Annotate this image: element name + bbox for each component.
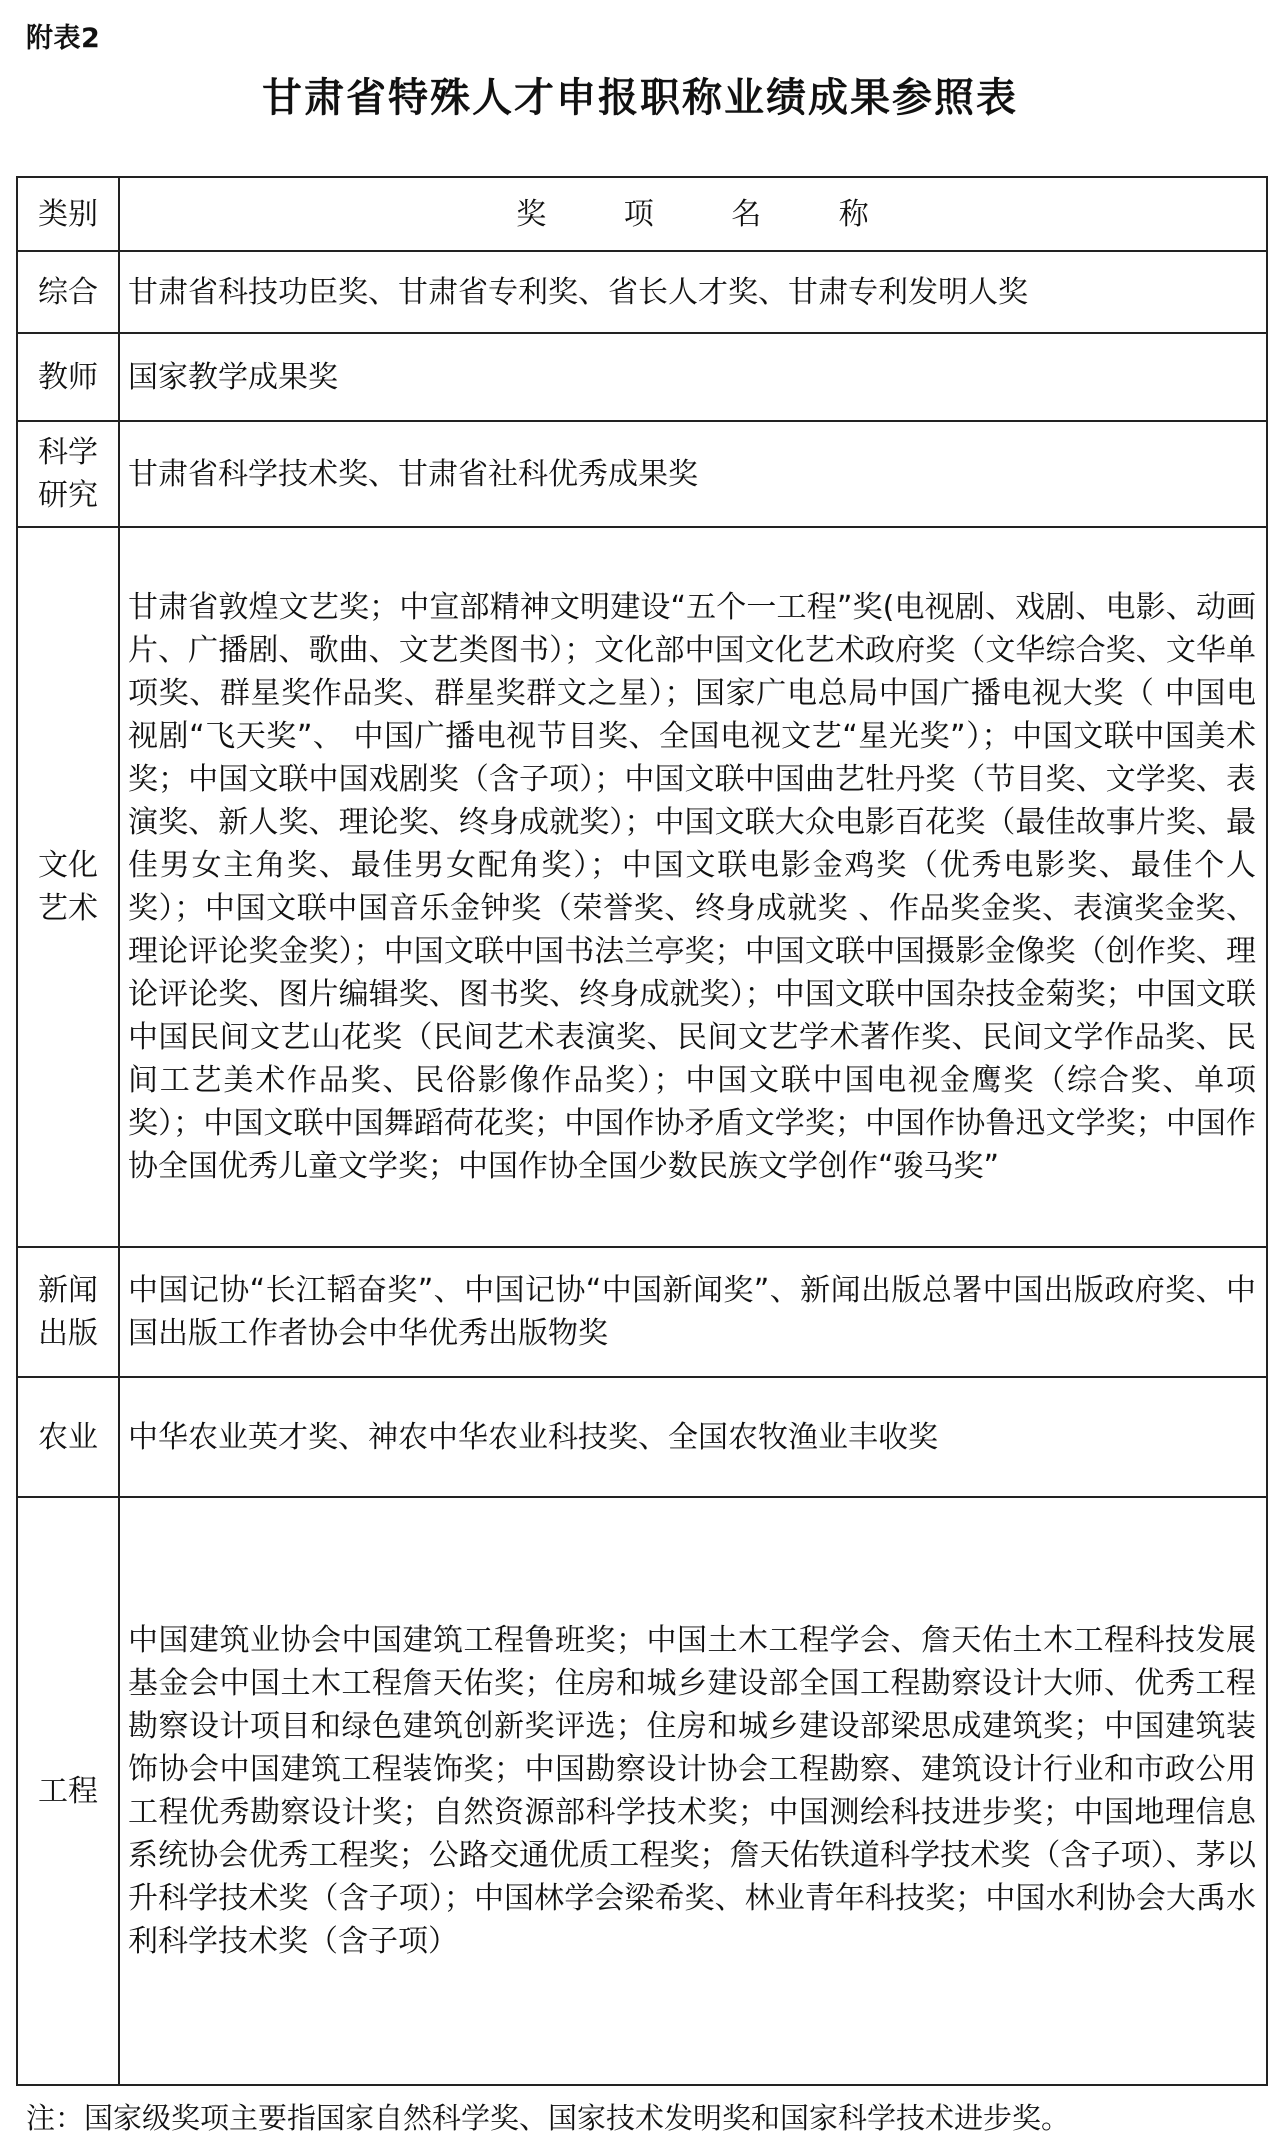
category-line: 工程 — [38, 1773, 98, 1809]
table-row — [17, 1497, 1267, 2085]
row-category — [17, 421, 119, 527]
category-line: 文化 — [38, 848, 98, 883]
attachment-label: 附表2 — [26, 23, 101, 54]
table-row — [17, 1247, 1267, 1377]
row-awards: 国家教学成果奖 — [119, 333, 1267, 421]
table-row — [17, 333, 1267, 421]
category-line: 农业 — [38, 1419, 98, 1455]
row-awards: 甘肃省敦煌文艺奖；中宣部精神文明建设“五个一工程”奖(电视剧、戏剧、电影、动画片、广播剧、歌曲、文艺类图书）；文化部中国文化艺术政府奖（文华综合奖、文华单项奖、群星奖作品奖、群星奖群文之星）；国家广电总局中国广播电视大奖（ 中国电视剧“飞天奖”、 中国广播电视节目奖、全国电视文艺“星光奖”）；中国文联中国美术奖；中国文联中国戏剧奖（含子项）；中国文联中国曲艺牡丹奖（节目奖、文学奖、表演奖、新人奖、理论奖、终身成就奖）；中国文联大众电影百花奖（最佳故事片奖、最佳男女主角奖、最佳男女配角奖）；中国文联电影金鸡奖（优秀电影奖、最佳个人奖）；中国文联中国音乐金钟奖（荣誉奖、终身成就奖 、作品奖金奖、表演奖金奖、理论评论奖金奖）；中国文联中国书法兰亭奖；中国文联中国摄影金像奖（创作奖、理论评论奖、图片编辑奖、图书奖、终身成就奖）；中国文联中国杂技金菊奖；中国文联中国民间文艺山花奖（民间艺术表演奖、民间文艺学术著作奖、民间文学作品奖、民间工艺美术作品奖、民俗影像作品奖）；中国文联中国电视金鹰奖（综合奖、单项奖）；中国文联中国舞蹈荷花奖；中国作协矛盾文学奖；中国作协鲁迅文学奖；中国作协全国优秀儿童文学奖；中国作协全国少数民族文学创作“骏马奖” — [119, 527, 1267, 1247]
row-awards: 中国建筑业协会中国建筑工程鲁班奖；中国土木工程学会、詹天佑土木工程科技发展基金会中国土木工程詹天佑奖；住房和城乡建设部全国工程勘察设计大师、优秀工程勘察设计项目和绿色建筑创新奖评选；住房和城乡建设部梁思成建筑奖；中国建筑装饰协会中国建筑工程装饰奖；中国勘察设计协会工程勘察、建筑设计行业和市政公用工程优秀勘察设计奖；自然资源部科学技术奖；中国测绘科技进步奖；中国地理信息系统协会优秀工程奖；公路交通优质工程奖；詹天佑铁道科学技术奖（含子项）、茅以升科学技术奖（含子项）；中国林学会梁希奖、林业青年科技奖；中国水利协会大禹水利科学技术奖（含子项） — [119, 1497, 1267, 2085]
row-category — [17, 251, 119, 333]
row-awards: 甘肃省科技功臣奖、甘肃省专利奖、省长人才奖、甘肃专利发明人奖 — [119, 251, 1267, 333]
category-line: 新闻 — [38, 1273, 98, 1308]
category-line: 艺术 — [38, 891, 98, 926]
row-category — [17, 527, 119, 1247]
category-line: 研究 — [38, 478, 98, 513]
awards-table — [16, 176, 1268, 2086]
header-category: 类别 — [17, 177, 119, 251]
table-row — [17, 251, 1267, 333]
category-line: 科学 — [38, 435, 98, 470]
row-category — [17, 333, 119, 421]
row-awards: 甘肃省科学技术奖、甘肃省社科优秀成果奖 — [119, 421, 1267, 527]
row-awards: 中国记协“长江韬奋奖”、中国记协“中国新闻奖”、新闻出版总署中国出版政府奖、中国出版工作者协会中华优秀出版物奖 — [119, 1247, 1267, 1377]
header-award-name: 奖 项 名 称 — [119, 177, 1267, 251]
row-category — [17, 1247, 119, 1377]
category-line: 出版 — [38, 1316, 98, 1351]
table-row — [17, 1377, 1267, 1497]
row-category — [17, 1497, 119, 2085]
footnote: 注：国家级奖项主要指国家自然科学奖、国家技术发明奖和国家科学技术进步奖。 — [26, 2101, 1071, 2135]
row-awards: 中华农业英才奖、神农中华农业科技奖、全国农牧渔业丰收奖 — [119, 1377, 1267, 1497]
table-header-row — [17, 177, 1267, 251]
page-title: 甘肃省特殊人才申报职称业绩成果参照表 — [262, 74, 1018, 121]
category-line: 教师 — [38, 359, 98, 395]
category-line: 综合 — [38, 274, 98, 310]
table-row — [17, 527, 1267, 1247]
row-category — [17, 1377, 119, 1497]
table-row — [17, 421, 1267, 527]
